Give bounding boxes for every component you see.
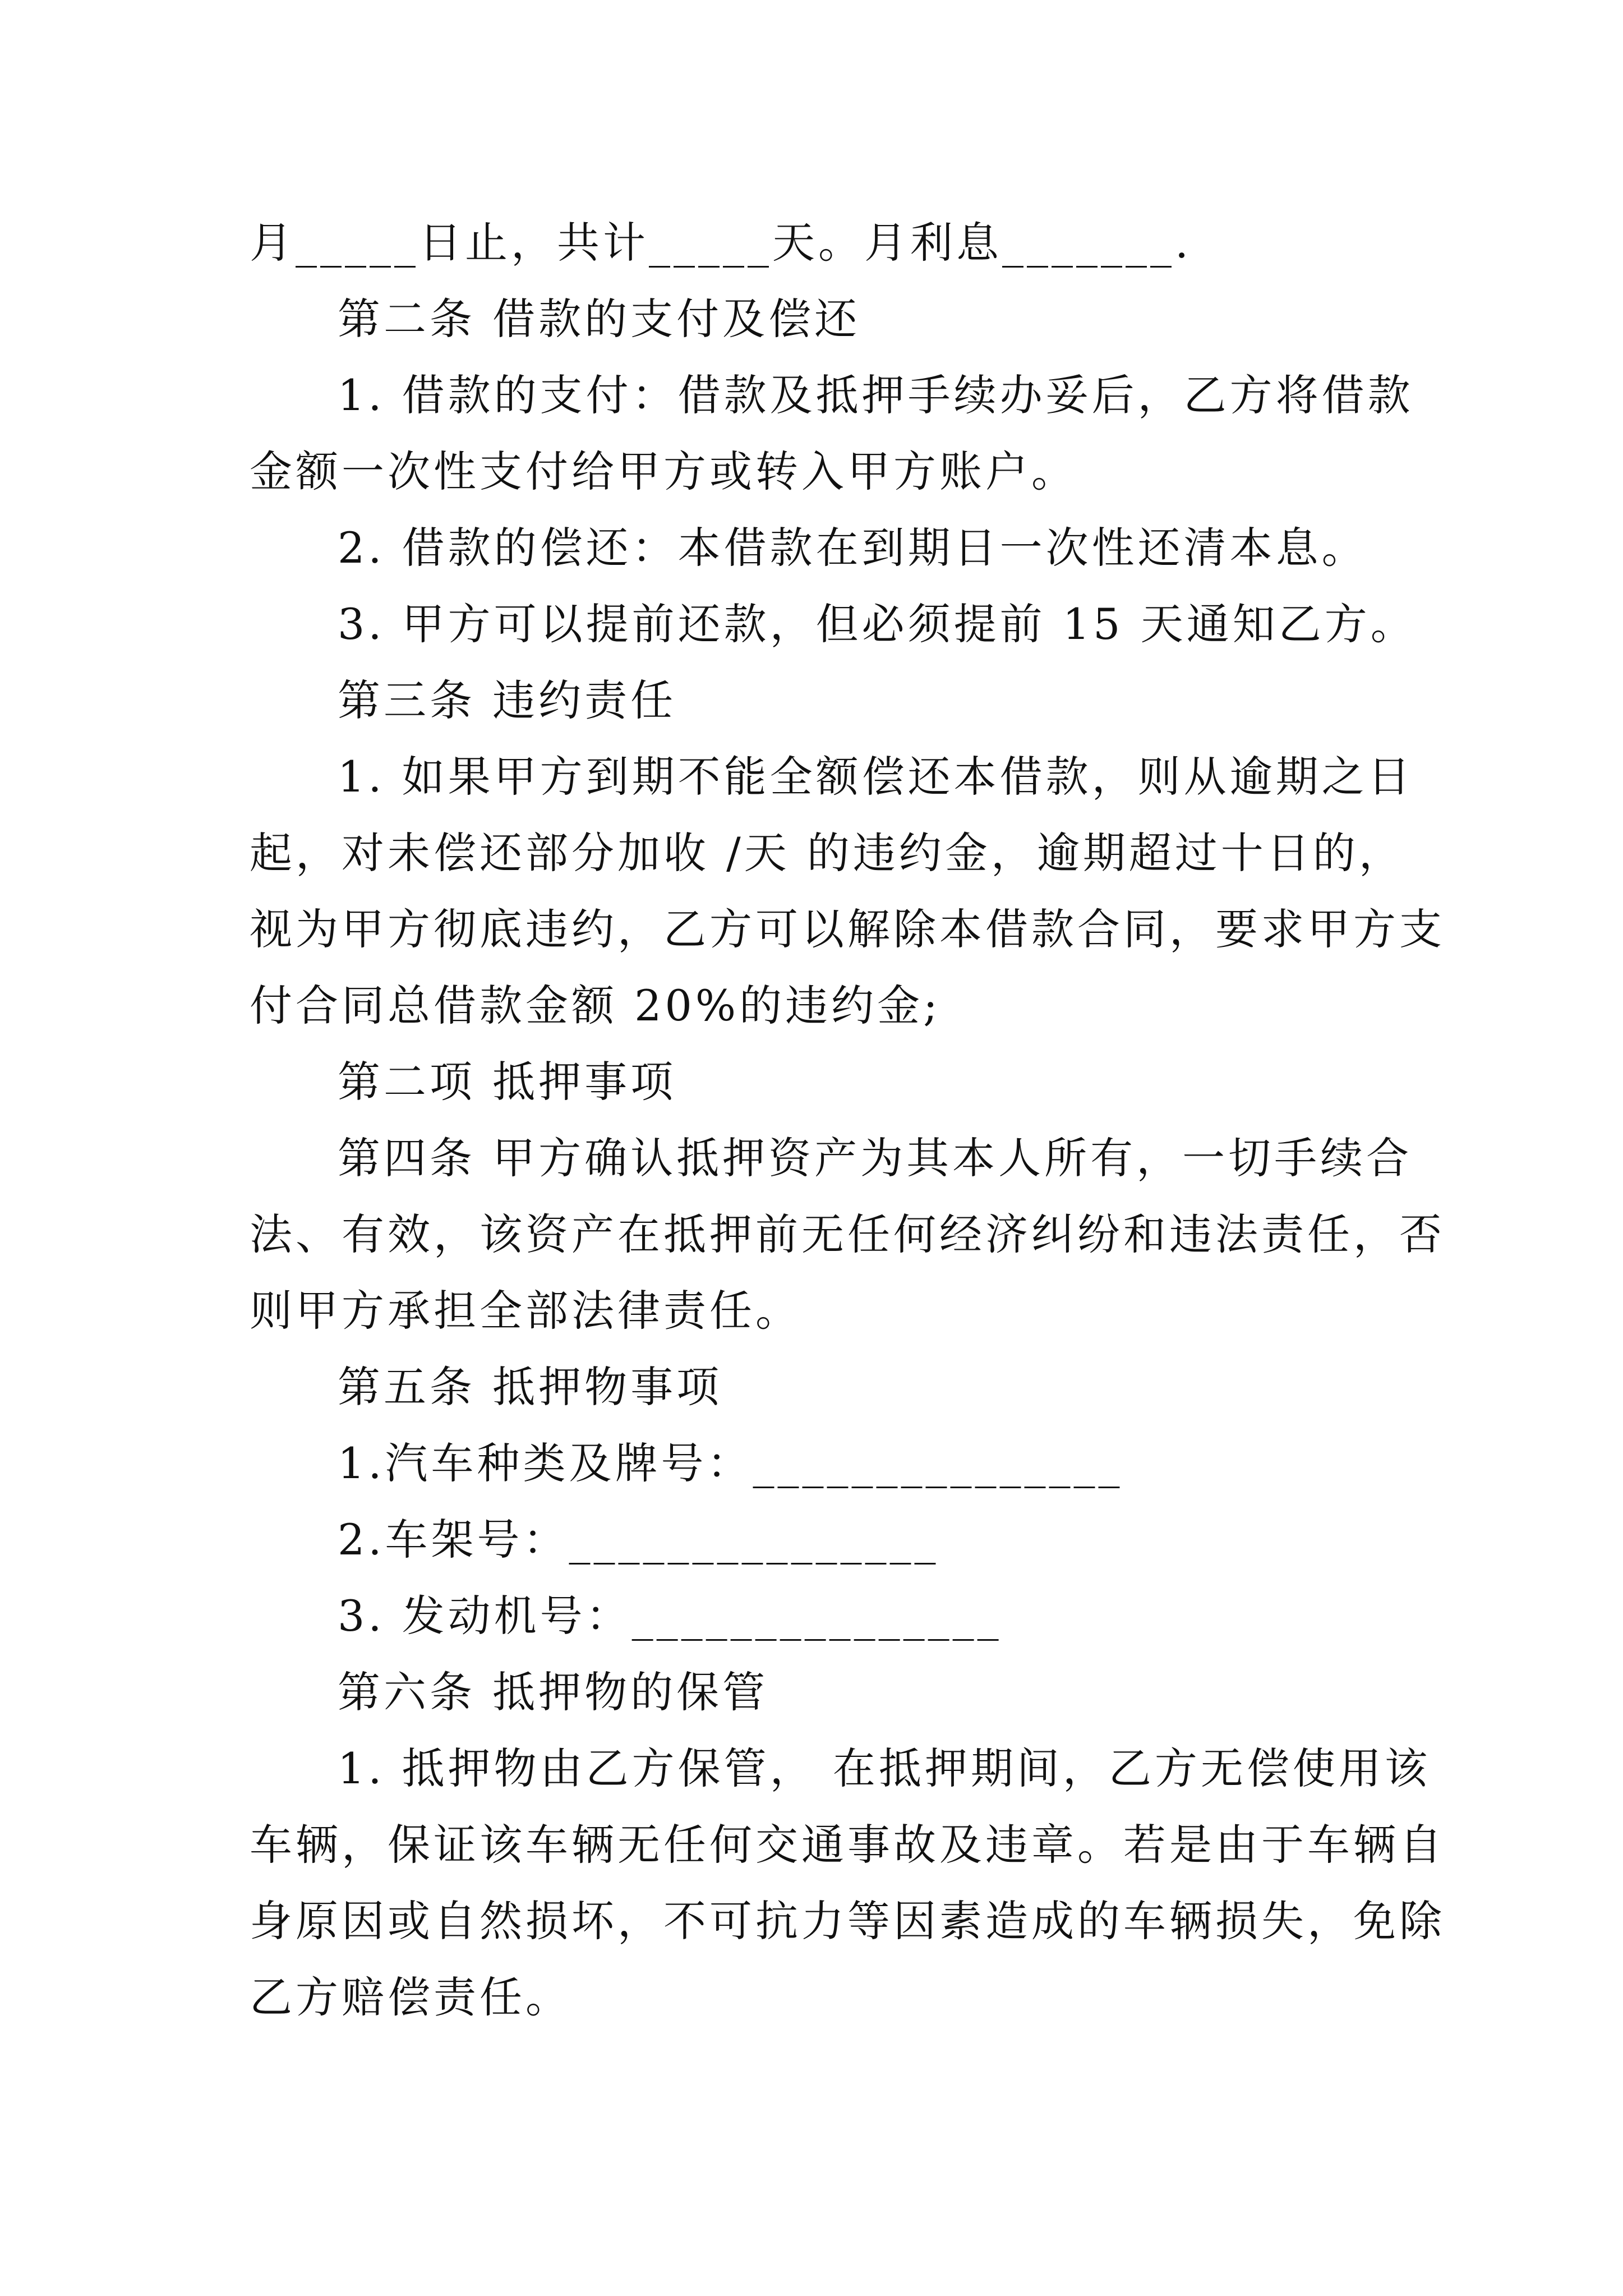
vehicle-type-field: 1.汽车种类及牌号：_______________: [338, 1438, 1123, 1488]
text-line-9: 起，对未偿还部分加收 /天 的违约金，逾期超过十日的，: [250, 828, 1405, 878]
text-line-10: 视为甲方彻底违约，乙方可以解除本借款合同，要求甲方支: [250, 904, 1445, 954]
text-line-22: 车辆，保证该车辆无任何交通事故及违章。若是由于车辆自: [250, 1820, 1445, 1870]
text-line-21: 1. 抵押物由乙方保管， 在抵押期间，乙方无偿使用该: [338, 1743, 1431, 1793]
text-line-8: 1. 如果甲方到期不能全额偿还本借款，则从逾期之日: [338, 752, 1414, 802]
text-line-6: 3. 甲方可以提前还款，但必须提前 15 天通知乙方。: [338, 599, 1417, 649]
article-6-heading: 第六条 抵押物的保管: [338, 1667, 769, 1717]
text-line-11: 付合同总借款金额 20%的违约金;: [250, 981, 941, 1030]
text-line-3: 1. 借款的支付：借款及抵押手续办妥后，乙方将借款: [338, 370, 1414, 420]
text-line-14: 法、有效，该资产在抵押前无任何经济纠纷和违法责任，否: [250, 1209, 1445, 1259]
section-2-heading: 第二项 抵押事项: [338, 1057, 677, 1107]
text-line-15: 则甲方承担全部法律责任。: [250, 1286, 801, 1336]
text-line-5: 2. 借款的偿还：本借款在到期日一次性还清本息。: [338, 523, 1368, 573]
text-line-23: 身原因或自然损坏，不可抗力等因素造成的车辆损失，免除: [250, 1896, 1445, 1946]
text-line-1: 月_____日止，共计_____天。月利息_______.: [250, 218, 1192, 268]
text-line-24: 乙方赔偿责任。: [250, 1972, 571, 2022]
engine-number-field: 3. 发动机号：_______________: [338, 1591, 1002, 1641]
article-2-heading: 第二条 借款的支付及偿还: [338, 294, 861, 344]
article-3-heading: 第三条 违约责任: [338, 675, 677, 725]
text-line-13: 第四条 甲方确认抵押资产为其本人所有，一切手续合: [338, 1133, 1413, 1183]
text-line-4: 金额一次性支付给甲方或转入甲方账户。: [250, 447, 1077, 496]
article-5-heading: 第五条 抵押物事项: [338, 1362, 723, 1412]
frame-number-field: 2.车架号：_______________: [338, 1515, 939, 1565]
